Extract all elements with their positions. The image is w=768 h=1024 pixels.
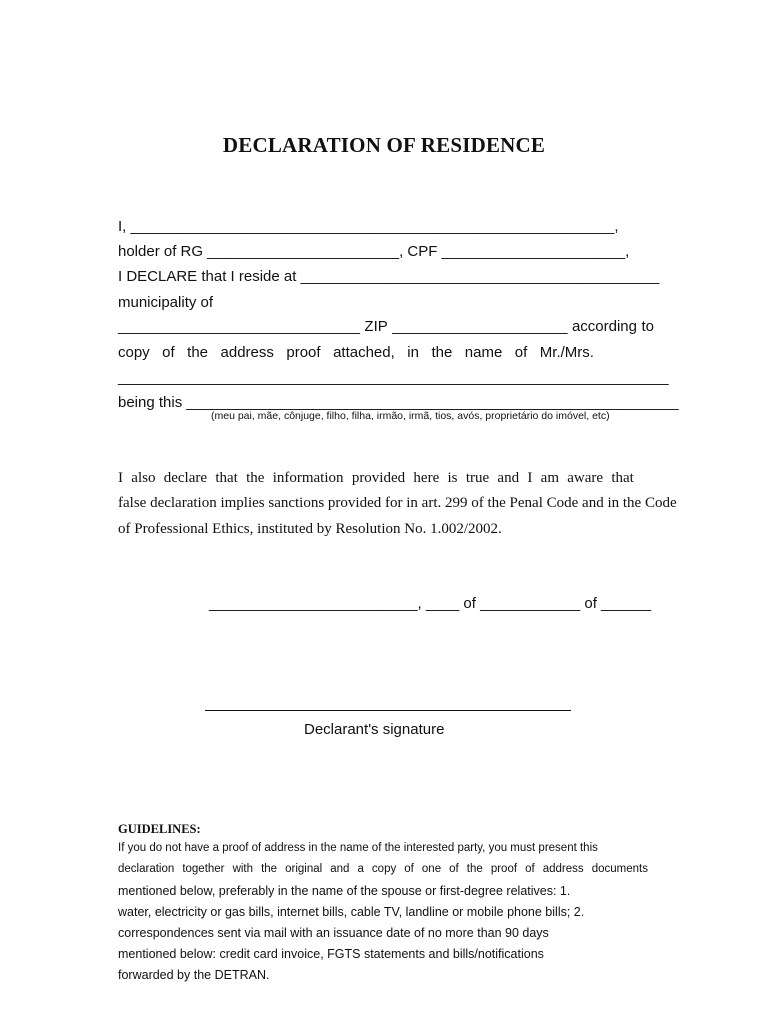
word: I <box>118 470 123 486</box>
municipality-zip-line <box>118 318 654 335</box>
word: documents <box>591 863 648 875</box>
name-blank-line: __________________________________________________________________ <box>118 369 669 386</box>
word: here <box>413 470 440 486</box>
word: am <box>540 470 559 486</box>
guidelines-line-1: If you do not have a proof of address in the name of the interested party, you must present this <box>118 842 598 854</box>
word: with <box>232 863 254 875</box>
word: aware <box>567 470 604 486</box>
guidelines-line-4: water, electricity or gas bills, internet bills, cable TV, landline or mobile phone bills; 2. <box>118 905 585 919</box>
signature-label: Declarant's signature <box>304 721 445 738</box>
word: and <box>330 863 350 875</box>
name-line: I, __________________________________________________________, <box>118 218 619 235</box>
word: declaration <box>118 863 175 875</box>
word: of <box>449 863 459 875</box>
word: attached, <box>333 344 395 361</box>
document-title: DECLARATION OF RESIDENCE <box>222 133 546 157</box>
word: true <box>465 470 490 486</box>
according-word: according <box>571 318 637 335</box>
word: name <box>464 344 503 361</box>
address-proof-line <box>118 344 594 361</box>
word: a <box>357 863 364 875</box>
word: copy <box>371 863 397 875</box>
word: address <box>220 344 274 361</box>
word: the <box>466 863 483 875</box>
place-date-line: _________________________, ____ of ____________ of ______ <box>209 595 652 612</box>
word: also <box>131 470 156 486</box>
word: declare <box>163 470 208 486</box>
guidelines-line-7: forwarded by the DETRAN. <box>118 968 270 982</box>
word: provided <box>351 470 406 486</box>
word: proof <box>286 344 321 361</box>
guidelines-line-3: mentioned below, preferably in the name of the spouse or first-degree relatives: 1. <box>118 884 571 898</box>
word: is <box>447 470 458 486</box>
rg-cpf-line: holder of RG _______________________, CPF ______________________, <box>118 243 630 260</box>
word: the <box>246 470 265 486</box>
word: and <box>497 470 520 486</box>
word: that <box>215 470 238 486</box>
relationship-hint: (meu pai, mãe, cônjuge, filho, filha, irmão, irmã, tios, avós, proprietário do imóvel, etc) <box>211 410 610 422</box>
word: in <box>407 344 419 361</box>
word: of <box>514 344 528 361</box>
zip-label: ZIP <box>364 318 388 335</box>
word: I <box>527 470 533 486</box>
guidelines-line-6: mentioned below: credit card invoice, FGTS statements and bills/notifications <box>118 947 544 961</box>
word: Mr./Mrs. <box>539 344 594 361</box>
word: together <box>182 863 225 875</box>
word: original <box>285 863 323 875</box>
word: proof <box>490 863 518 875</box>
municipality-blank: _____________________________ <box>118 318 360 335</box>
municipality-label: municipality of <box>118 294 214 311</box>
word: the <box>261 863 278 875</box>
word: of <box>404 863 414 875</box>
declaration-line-2: false declaration implies sanctions provided for in art. 299 of the Penal Code and in the Code <box>118 495 677 511</box>
declaration-line-3: of Professional Ethics, instituted by Resolution No. 1.002/2002. <box>118 521 502 537</box>
relationship-line: being this ___________________________________________________________ <box>118 394 679 411</box>
word: one <box>421 863 442 875</box>
reside-at-line: I DECLARE that I reside at ___________________________________________ <box>118 268 660 285</box>
word: address <box>542 863 584 875</box>
guidelines-line-2 <box>118 863 648 875</box>
declaration-line-1 <box>118 470 634 487</box>
zip-blank: _____________________ <box>392 318 568 335</box>
word: the <box>431 344 453 361</box>
word: of <box>525 863 535 875</box>
word: the <box>187 344 209 361</box>
to-word: to <box>641 318 654 335</box>
word: that <box>611 470 634 486</box>
word: copy <box>118 344 150 361</box>
guidelines-heading: GUIDELINES: <box>118 822 201 836</box>
word: of <box>162 344 175 361</box>
signature-line <box>205 710 571 711</box>
guidelines-line-5: correspondences sent via mail with an issuance date of no more than 90 days <box>118 926 549 940</box>
word: information <box>272 470 344 486</box>
